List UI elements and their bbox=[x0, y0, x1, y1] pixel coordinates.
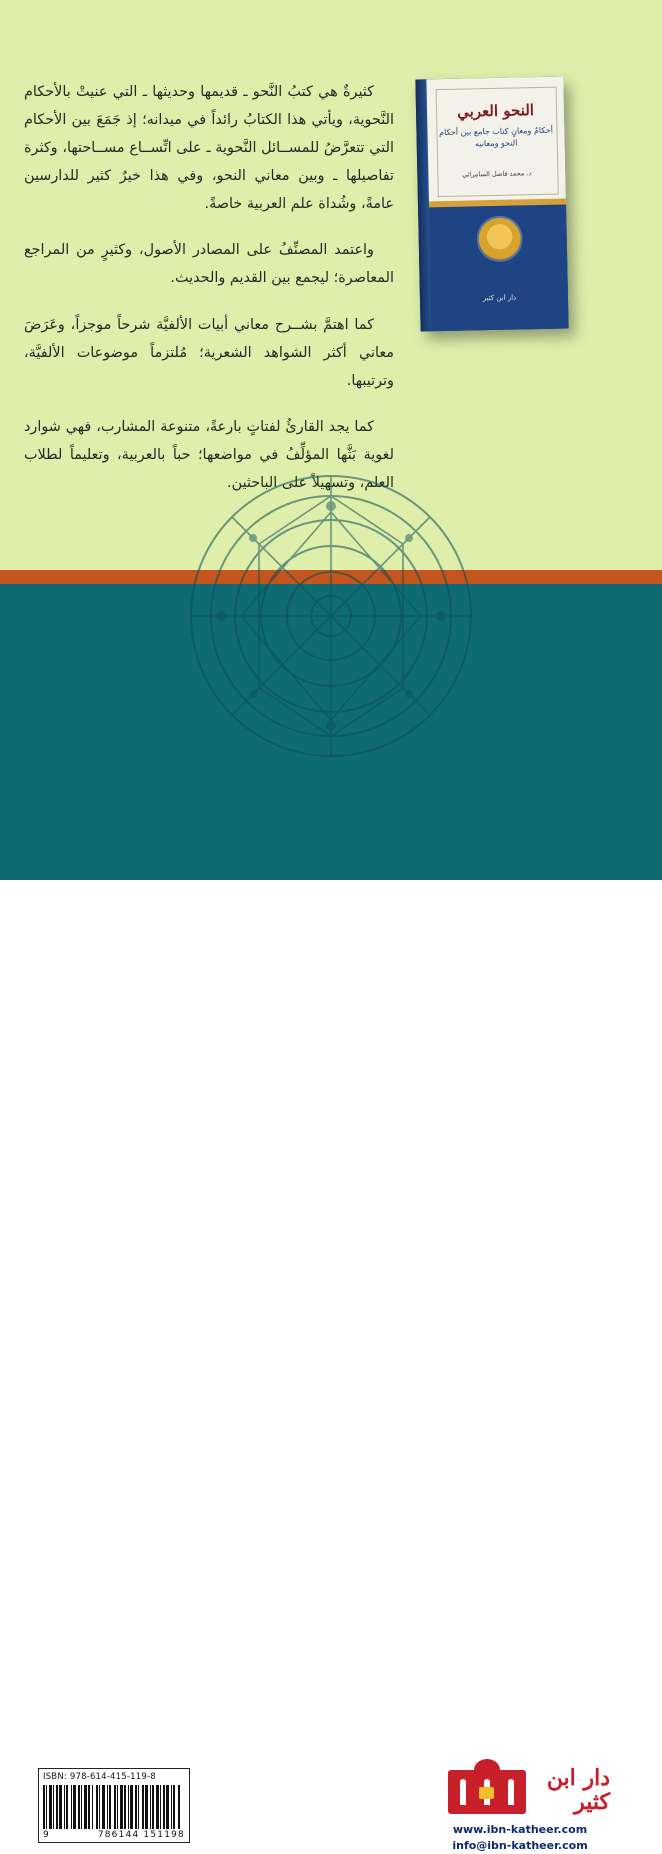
publisher-logo-mark bbox=[448, 1770, 526, 1814]
bottom-white-panel bbox=[0, 880, 662, 1852]
barcode-icon bbox=[43, 1785, 185, 1829]
publisher-website[interactable]: www.ibn-katheer.com bbox=[452, 1823, 588, 1836]
logo-accent-dot bbox=[479, 1787, 494, 1799]
isbn-label: ISBN: 978-614-415-119-8 bbox=[43, 1772, 156, 1782]
isbn-barcode-block bbox=[38, 1768, 190, 1843]
barcode-digit-main: 786144 151198 bbox=[97, 1830, 185, 1840]
logo-slit-1 bbox=[460, 1779, 466, 1805]
ornamental-medallion-icon bbox=[181, 466, 481, 766]
teal-panel bbox=[0, 584, 662, 880]
publisher-name-arabic: دار ابن كثير bbox=[546, 1765, 610, 1816]
publisher-email[interactable]: info@ibn-katheer.com bbox=[452, 1838, 588, 1852]
barcode-digit-prefix: 9 bbox=[43, 1830, 50, 1840]
publisher-logo-icon bbox=[430, 1764, 610, 1822]
back-cover-blurb bbox=[24, 78, 394, 497]
publisher-block bbox=[430, 1764, 610, 1854]
blurb-paragraph-1: كثيرةٌ هي كتبُ النَّحو ـ قديمها وحديثها ـ التي عنيتْ بالأحكام النَّحوية، ويأتي هذا الكتابُ رائداً في ميدانه؛ إذ جَمَعَ بين الأحكام التي تتعرَّضُ للمســائل النَّحوية ـ على اتِّســاع مســاحتها، وكثرة تفاصيلها ـ وبين معاني النحو، وفي هذا خيرٌ كثير للدارسين عامةً، وشُداة علم العربية خاصةً. bbox=[24, 84, 394, 213]
book-cover-thumbnail bbox=[415, 76, 568, 331]
blurb-paragraph-3: كما اهتمَّ بشــرح معاني أبيات الألفيَّة شرحاً موجزاً، وعَرَضَ معاني أكثر الشواهد الشعرية؛ مُلتزماً موضوعات الألفيَّة، وترتيبها. bbox=[24, 316, 394, 389]
barcode-digits bbox=[43, 1830, 185, 1840]
logo-slit-3 bbox=[508, 1779, 514, 1805]
dome-shape-icon bbox=[474, 1759, 500, 1781]
book-title: النحو العربي bbox=[456, 101, 535, 121]
book-author: د. محمد فاضل السامرائي bbox=[462, 169, 532, 179]
book-publisher-line: دار ابن كثير bbox=[482, 293, 517, 303]
blurb-paragraph-4: كما يجد القارئُ لفتاتٍ بارعةً، متنوعة المشارب، فهي شوارد لغوية بَثَّها المؤلِّفُ في مواضعها؛ حباً بالعربية، وتعليماً لطلاب العلم، وتسهيلاً على الباحثين. bbox=[24, 418, 394, 491]
blurb-paragraph-2: واعتمد المصنِّفُ على المصادر الأصول، وكثيرٍ من المراجع المعاصرة؛ ليجمع بين القديم والحديث. bbox=[24, 242, 394, 287]
book-subtitle: أحكامٌ ومعانٍ كتاب جامع بين أحكام النحو ومعانيه bbox=[438, 125, 553, 149]
